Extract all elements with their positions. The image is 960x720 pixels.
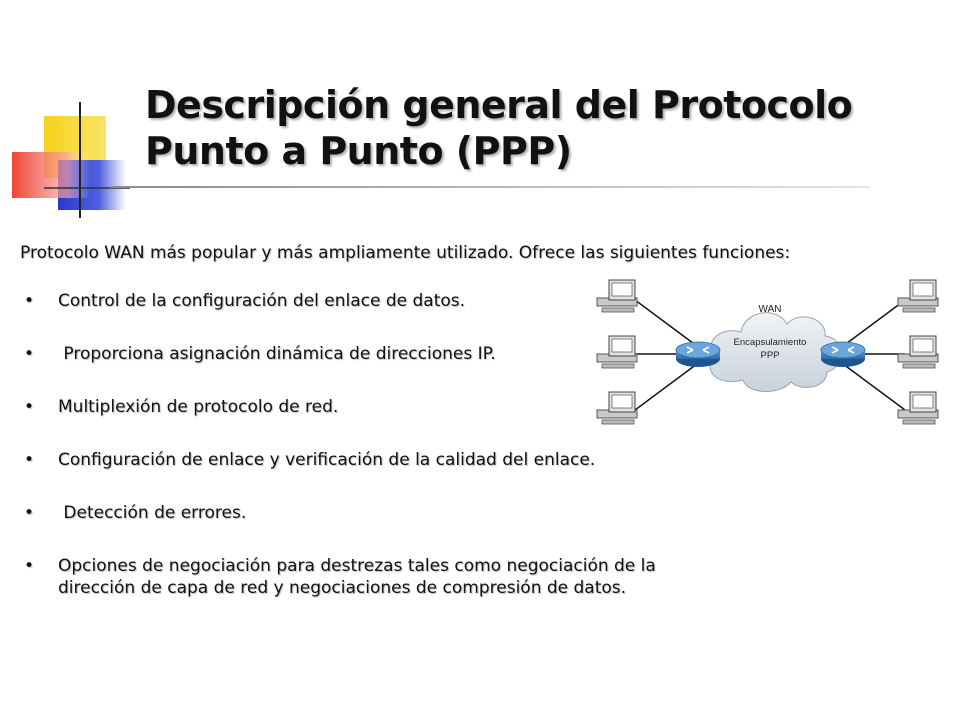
ppp-label: PPP: [760, 350, 780, 361]
decorative-corner-blocks: [0, 0, 150, 230]
bullet-icon: •: [24, 397, 35, 417]
bullet-text: Opciones de negociación para destrezas tales como negociación de la: [58, 556, 656, 576]
slide-title: [145, 82, 905, 174]
bullet-text: Detección de errores.: [58, 503, 247, 523]
bullet-text: Control de la configuración del enlace de datos.: [58, 291, 466, 311]
bullet-text: Configuración de enlace y verificación de la calidad del enlace.: [58, 450, 596, 470]
bullet-icon: •: [24, 450, 35, 470]
computer-icon: [597, 392, 637, 424]
computer-icon: [898, 336, 938, 368]
intro-text: Protocolo WAN más popular y más ampliamente utilizado. Ofrece las siguientes funciones:: [20, 243, 791, 263]
list-item: [20, 449, 780, 471]
bullet-text: Multiplexión de protocolo de red.: [58, 397, 339, 417]
bullet-icon: •: [24, 344, 35, 364]
encapsulation-label: Encapsulamiento: [733, 337, 807, 348]
bullet-icon: •: [24, 556, 35, 576]
title-line-1: Descripción general del Protocolo: [145, 83, 853, 127]
list-item: [20, 555, 780, 599]
title-line-2: Punto a Punto (PPP): [145, 129, 572, 173]
computer-icon: [597, 280, 637, 312]
list-item: [20, 502, 780, 524]
ppp-network-diagram: [595, 270, 945, 440]
bullet-icon: •: [24, 291, 35, 311]
computer-icon: [898, 280, 938, 312]
router-left-icon: [676, 342, 720, 367]
computer-icon: [597, 336, 637, 368]
bullet-text-continued: dirección de capa de red y negociaciones de compresión de datos.: [58, 578, 627, 598]
wan-label: WAN: [758, 304, 782, 315]
computer-icon: [898, 392, 938, 424]
bullet-text: Proporciona asignación dinámica de direcciones IP.: [58, 344, 496, 364]
bullet-icon: •: [24, 503, 35, 523]
title-divider: [110, 186, 870, 188]
router-right-icon: [821, 342, 865, 367]
